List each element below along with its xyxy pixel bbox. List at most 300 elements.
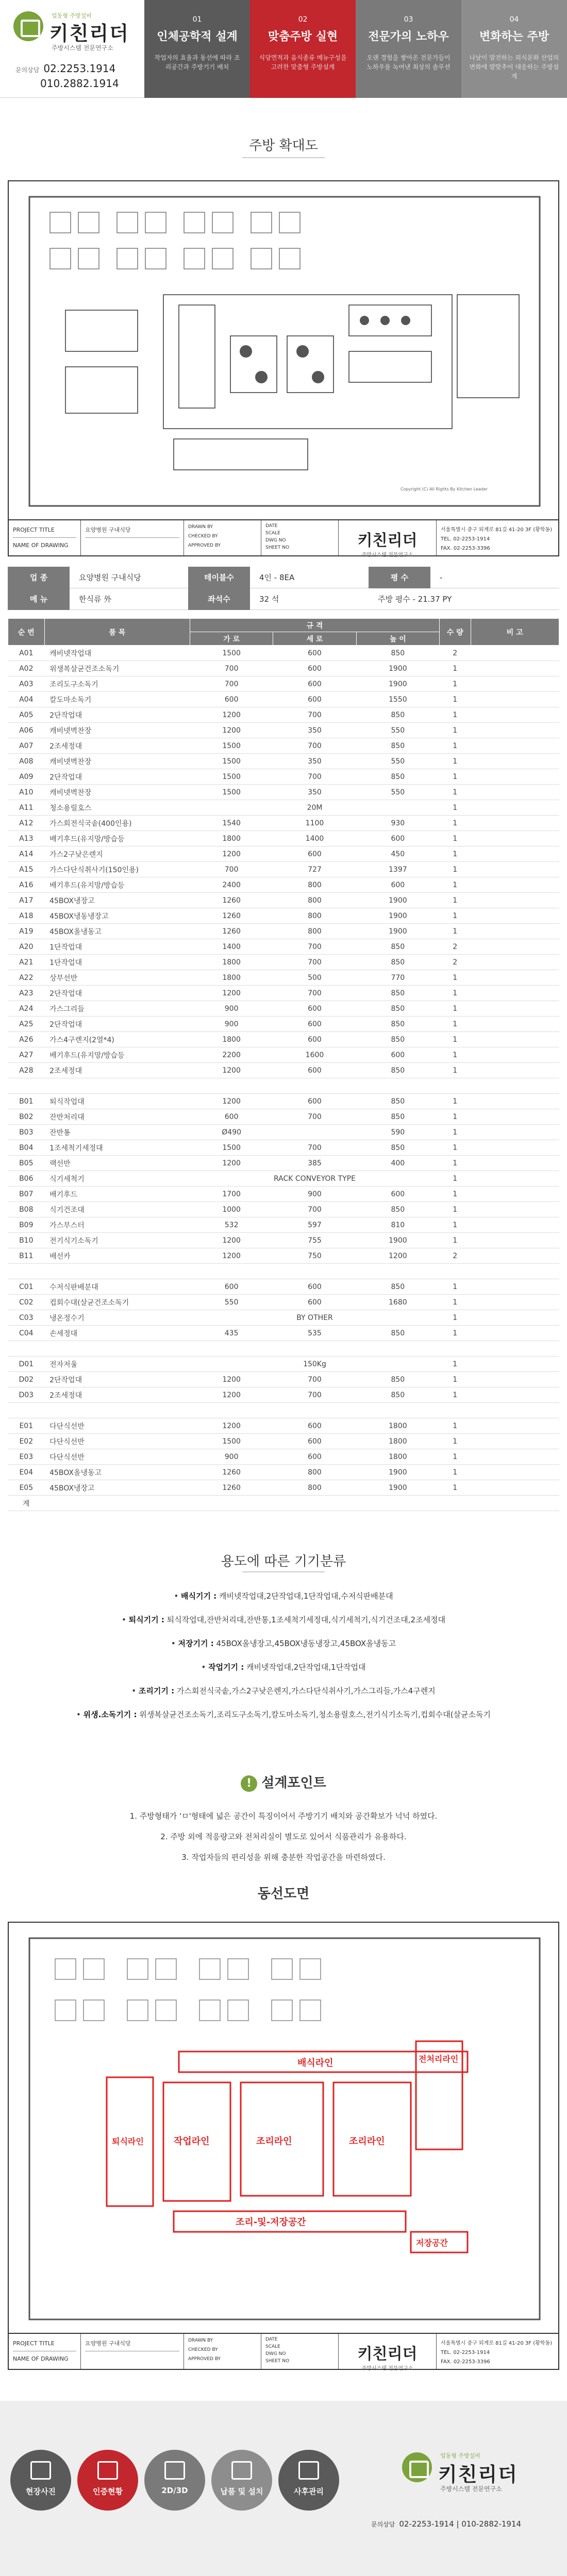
cell-height: 850 xyxy=(356,769,439,785)
cell-width: 1800 xyxy=(190,831,273,846)
cell-qty: 1 xyxy=(440,924,471,939)
cell-no: B05 xyxy=(8,1156,45,1171)
cell-height: 850 xyxy=(356,1140,439,1156)
cell-no: A04 xyxy=(8,692,45,707)
cell-note xyxy=(471,924,559,939)
cell-item: 랙선반 xyxy=(44,1156,190,1171)
footer-link-aftercare[interactable] xyxy=(278,2450,339,2511)
cell-width xyxy=(190,800,273,816)
cell-note xyxy=(471,893,559,908)
cell-width: 1400 xyxy=(190,939,273,955)
cell-height xyxy=(356,1496,439,1511)
cell-note xyxy=(471,769,559,785)
cell-item: 1단작업대 xyxy=(44,955,190,970)
footer-logo-sub: 주방시스템 전문연구소 xyxy=(440,2485,502,2493)
cell-depth: 700 xyxy=(273,738,356,754)
cell-note xyxy=(471,1449,559,1465)
truck-icon xyxy=(231,2461,252,2480)
cell-depth: 350 xyxy=(273,723,356,738)
cell-height: 850 xyxy=(356,939,439,955)
step-4 xyxy=(461,0,567,98)
footer-logo xyxy=(402,2447,567,2509)
step-desc: 오랜 경험을 쌓아온 전문가들이 노하우를 녹여낸 최상의 솔루션 xyxy=(366,54,451,71)
table-row xyxy=(8,1449,559,1465)
cell-depth: 700 xyxy=(273,939,356,955)
step-num: 01 xyxy=(192,15,202,24)
table-row xyxy=(8,924,559,939)
th-no: 순 번 xyxy=(8,619,45,646)
title-block xyxy=(9,519,558,558)
divider xyxy=(242,157,325,158)
footer-link-label: 납품 및 설치 xyxy=(220,2487,263,2496)
kitchen-plan-drawing xyxy=(8,180,559,556)
cell-height: 1900 xyxy=(356,661,439,676)
cell-height: 1900 xyxy=(356,908,439,924)
footer-link-install[interactable] xyxy=(211,2450,272,2511)
cell-note xyxy=(471,785,559,800)
cell-width: 2400 xyxy=(190,877,273,893)
cell-item: 2단작업대 xyxy=(44,986,190,1001)
cell-qty: 1 xyxy=(440,1140,471,1156)
cell-item: 2단작업대 xyxy=(44,707,190,723)
cell-note xyxy=(471,877,559,893)
label-cook-1: 조리라인 xyxy=(256,2136,292,2147)
cell-note xyxy=(471,1434,559,1449)
table-row xyxy=(8,1372,559,1387)
cell-note xyxy=(471,707,559,723)
cell-depth: 597 xyxy=(273,1217,356,1233)
cell-height xyxy=(356,1171,439,1187)
cell-depth: 700 xyxy=(273,955,356,970)
cell-item: 2단작업대 xyxy=(44,769,190,785)
cell-qty: 1 xyxy=(440,1125,471,1140)
table-row xyxy=(8,1233,559,1248)
area-label: 평 수 xyxy=(369,567,430,588)
cell-depth: 600 xyxy=(273,1434,356,1449)
cell-height: 850 xyxy=(356,955,439,970)
cell-width xyxy=(190,1341,273,1357)
tb-drawing-label: NAME OF DRAWING xyxy=(13,542,69,549)
cell-width: 900 xyxy=(190,1449,273,1465)
tb-meta xyxy=(261,2334,339,2369)
classification-text: 캐비넷작업대,2단작업대,1단작업대,수저식판배분대 xyxy=(219,1591,393,1601)
cell-qty: 1 xyxy=(440,785,471,800)
cell-width: 1800 xyxy=(190,970,273,986)
design-points xyxy=(0,1806,567,1868)
tb-sheet: SHEET NO xyxy=(265,545,290,550)
cell-item: 컵회수대(살균건조소독기 xyxy=(44,1295,190,1310)
cell-width: 600 xyxy=(190,692,273,707)
table-row xyxy=(8,1341,559,1357)
footer-link-photos[interactable] xyxy=(10,2450,71,2511)
cell-no: C04 xyxy=(8,1326,45,1341)
cell-no xyxy=(8,1264,45,1279)
menu-value: 한식류 外 xyxy=(79,595,112,604)
cell-height: 550 xyxy=(356,723,439,738)
cell-no: B03 xyxy=(8,1125,45,1140)
table-row xyxy=(8,661,559,676)
section-title-plan: 주방 확대도 xyxy=(249,138,318,154)
cell-note xyxy=(471,1187,559,1202)
cell-note xyxy=(471,1387,559,1403)
table-row xyxy=(8,1171,559,1187)
cell-note xyxy=(471,1310,559,1326)
label-clean: 퇴식라인 xyxy=(112,2137,144,2146)
cell-no: A16 xyxy=(8,877,45,893)
classification-text: 퇴식작업대,잔반처리대,잔반통,1조세척기세정대,식기세척기,식기건조대,2조세정대 xyxy=(166,1615,445,1624)
cell-note xyxy=(471,970,559,986)
classification-label: 위생.소독기기 : xyxy=(83,1710,137,1719)
cell-width xyxy=(190,1078,273,1094)
section-title-flow: 동선도면 xyxy=(257,1886,310,1902)
cell-height: 850 xyxy=(356,1094,439,1109)
classification-list xyxy=(0,1584,567,1726)
cell-width: 1200 xyxy=(190,1156,273,1171)
cell-item: 45BOX냉장고 xyxy=(44,1480,190,1496)
cell-width: 900 xyxy=(190,1001,273,1016)
cell-height xyxy=(356,1403,439,1418)
th-spec: 규 격 xyxy=(190,619,439,632)
table-row xyxy=(8,1032,559,1047)
cell-no: A21 xyxy=(8,955,45,970)
cell-item: 위생복살균건조소독기 xyxy=(44,661,190,676)
cell-depth: 600 xyxy=(273,692,356,707)
cell-item: 45BOX냉동냉장고 xyxy=(44,908,190,924)
classification-text: 가스회전식국솥,가스2구낮은렌지,가스다단식취사기,가스그리들,가스4구렌지 xyxy=(176,1686,436,1696)
cell-no: A10 xyxy=(8,785,45,800)
exclamation-icon: ! xyxy=(241,1775,257,1792)
footer-link-2d3d[interactable] xyxy=(144,2450,205,2511)
cell-height: 850 xyxy=(356,1326,439,1341)
cell-depth: 800 xyxy=(273,893,356,908)
cell-depth: 700 xyxy=(273,707,356,723)
cell-note xyxy=(471,1217,559,1233)
cell-note xyxy=(471,1480,559,1496)
cell-note xyxy=(471,800,559,816)
cell-height: 850 xyxy=(356,738,439,754)
cell-note xyxy=(471,939,559,955)
cell-no: D01 xyxy=(8,1357,45,1372)
cell-height: 600 xyxy=(356,877,439,893)
cell-qty: 1 xyxy=(440,1047,471,1063)
cell-height: 1900 xyxy=(356,1480,439,1496)
cell-no: A07 xyxy=(8,738,45,754)
cell-no: A17 xyxy=(8,893,45,908)
cell-qty: 1 xyxy=(440,816,471,831)
step-title: 변화하는 주방 xyxy=(479,30,549,43)
tb-scale: SCALE xyxy=(265,2344,280,2349)
cell-height: 1680 xyxy=(356,1295,439,1310)
table-row xyxy=(8,1109,559,1125)
cell-width: 435 xyxy=(190,1326,273,1341)
cell-height: 850 xyxy=(356,1387,439,1403)
cell-height: 850 xyxy=(356,986,439,1001)
step-desc: 작업자의 효율과 동선에 따라 조리공간과 주방기기 배치 xyxy=(154,54,240,71)
cell-height xyxy=(356,800,439,816)
section-title-classification: 용도에 따른 기기분류 xyxy=(221,1554,346,1569)
tb-scale: SCALE xyxy=(265,531,280,536)
cell-width: 1200 xyxy=(190,1233,273,1248)
phone-1: 02.2253.1914 xyxy=(43,62,116,75)
seats-value: 32 석 xyxy=(259,595,279,604)
cell-height: 1200 xyxy=(356,1248,439,1264)
cell-qty: 1 xyxy=(440,1434,471,1449)
cell-note xyxy=(471,908,559,924)
classification-label: 퇴식기기 : xyxy=(128,1615,164,1624)
table-row xyxy=(8,1326,559,1341)
cell-width: 1260 xyxy=(190,1480,273,1496)
cell-note xyxy=(471,986,559,1001)
cell-qty: 1 xyxy=(440,1063,471,1078)
cell-item: 전기식기소독기 xyxy=(44,1233,190,1248)
camera-icon xyxy=(30,2461,51,2480)
cell-item: 손세정대 xyxy=(44,1326,190,1341)
cell-width xyxy=(190,1310,273,1326)
table-row xyxy=(8,1264,559,1279)
cell-depth: 800 xyxy=(273,1480,356,1496)
cell-no: A24 xyxy=(8,1001,45,1016)
cell-qty: 1 xyxy=(440,676,471,692)
cell-width: 1500 xyxy=(190,1140,273,1156)
equipment-table xyxy=(8,618,559,1511)
cell-item: 45BOX냉장고 xyxy=(44,893,190,908)
cell-note xyxy=(471,1295,559,1310)
cell-note xyxy=(471,1078,559,1094)
table-row xyxy=(8,1295,559,1310)
table-row xyxy=(8,862,559,877)
cell-no: A13 xyxy=(8,831,45,846)
cell-qty: 1 xyxy=(440,1032,471,1047)
classification-label: 배식기기 : xyxy=(180,1591,217,1601)
th-note: 비 고 xyxy=(471,619,559,646)
table-row xyxy=(8,1125,559,1140)
cell-qty: 1 xyxy=(440,831,471,846)
contact-label: 문의상담 xyxy=(15,66,40,74)
cell-note xyxy=(471,1063,559,1078)
table-row xyxy=(8,939,559,955)
cell-qty: 1 xyxy=(440,1295,471,1310)
tb-drawing-value xyxy=(85,2351,179,2367)
cell-no: B09 xyxy=(8,1217,45,1233)
tb-checked: CHECKED BY xyxy=(188,2347,218,2352)
cell-depth: 600 xyxy=(273,1001,356,1016)
tb-address xyxy=(437,2334,558,2369)
cell-depth: 500 xyxy=(273,970,356,986)
cell-qty: 1 xyxy=(440,986,471,1001)
cell-no: B01 xyxy=(8,1094,45,1109)
table-row xyxy=(8,970,559,986)
table-row xyxy=(8,800,559,816)
cell-height: 590 xyxy=(356,1125,439,1140)
cell-item: 캐비넷벽찬장 xyxy=(44,785,190,800)
cell-depth xyxy=(273,1496,356,1511)
cell-qty: 1 xyxy=(440,908,471,924)
cell-no: 계 xyxy=(8,1496,45,1511)
cell-item: 45BOX올냉동고 xyxy=(44,1465,190,1480)
cell-no: E01 xyxy=(8,1418,45,1434)
cell-item xyxy=(44,1341,190,1357)
step-num: 03 xyxy=(404,15,413,24)
classification-label: 작업기기 : xyxy=(208,1663,244,1672)
cell-height xyxy=(356,1357,439,1372)
cell-height: 550 xyxy=(356,754,439,769)
cell-no: A01 xyxy=(8,646,45,661)
cell-depth: 800 xyxy=(273,924,356,939)
cell-depth xyxy=(273,1264,356,1279)
cell-no: C02 xyxy=(8,1295,45,1310)
cell-item: 식기건조대 xyxy=(44,1202,190,1217)
cell-item: 다단식선반 xyxy=(44,1418,190,1434)
cell-depth: 535 xyxy=(273,1326,356,1341)
cell-depth: RACK CONVEYOR TYPE xyxy=(273,1171,356,1187)
cell-width: 1000 xyxy=(190,1202,273,1217)
footer-link-label: 사후관리 xyxy=(294,2487,324,2496)
cell-height: 850 xyxy=(356,1001,439,1016)
cell-qty: 1 xyxy=(440,1326,471,1341)
cell-no: A19 xyxy=(8,924,45,939)
cell-height: 1800 xyxy=(356,1434,439,1449)
seats-label: 좌석수 xyxy=(188,588,250,610)
cell-note xyxy=(471,1372,559,1387)
cell-depth: 1400 xyxy=(273,831,356,846)
logo-area xyxy=(0,0,144,98)
step-num: 02 xyxy=(298,15,308,24)
tb-fax: FAX. 02-2253-3396 xyxy=(441,2359,490,2365)
cell-no: B10 xyxy=(8,1233,45,1248)
cell-item: 가스4구렌지(2열*4) xyxy=(44,1032,190,1047)
cell-note xyxy=(471,1109,559,1125)
cell-no: A03 xyxy=(8,676,45,692)
cell-no: A27 xyxy=(8,1047,45,1063)
cell-note xyxy=(471,1156,559,1171)
cell-depth: 727 xyxy=(273,862,356,877)
cell-height xyxy=(356,1310,439,1326)
cell-width: 1200 xyxy=(190,707,273,723)
logo-sub: 주방시스템 전문연구소 xyxy=(52,44,113,52)
cell-height xyxy=(356,1341,439,1357)
cell-item: 배기후드(유지망/방습등 xyxy=(44,877,190,893)
cell-qty: 1 xyxy=(440,1016,471,1032)
cell-no: A05 xyxy=(8,707,45,723)
wrench-icon xyxy=(298,2461,319,2480)
tb-labels xyxy=(9,2334,81,2369)
cell-depth: 600 xyxy=(273,1279,356,1295)
cell-width: 1200 xyxy=(190,1063,273,1078)
cell-item: 2조세정대 xyxy=(44,1063,190,1078)
cell-qty: 1 xyxy=(440,1387,471,1403)
cell-depth: 700 xyxy=(273,1202,356,1217)
cell-width: 1500 xyxy=(190,646,273,661)
cell-note xyxy=(471,1248,559,1264)
cell-depth: 600 xyxy=(273,661,356,676)
cell-qty: 1 xyxy=(440,692,471,707)
cell-depth: 700 xyxy=(273,1387,356,1403)
cell-width: 1200 xyxy=(190,986,273,1001)
cell-qty: 1 xyxy=(440,1217,471,1233)
cell-height: 850 xyxy=(356,1372,439,1387)
cell-width xyxy=(190,1171,273,1187)
cell-qty xyxy=(440,1403,471,1418)
cell-qty: 1 xyxy=(440,1279,471,1295)
th-width: 가 로 xyxy=(190,632,273,646)
tb-project-label: PROJECT TITLE xyxy=(13,522,76,538)
table-row xyxy=(8,1217,559,1233)
cell-note xyxy=(471,1032,559,1047)
tb-logo-sub: 주방시스템 전문연구소 xyxy=(361,2366,413,2371)
cell-item: 상부선반 xyxy=(44,970,190,986)
step-2 xyxy=(250,0,356,98)
cell-no: A08 xyxy=(8,754,45,769)
cell-item: 가스다단식취사기(150인용) xyxy=(44,862,190,877)
cell-height: 400 xyxy=(356,1156,439,1171)
design-point: 3. 작업자들의 편리성을 위해 충분한 작업공간을 마련하였다. xyxy=(181,1853,386,1862)
table-row xyxy=(8,785,559,800)
cell-depth: 600 xyxy=(273,676,356,692)
label-prep: 전처리라인 xyxy=(419,2054,459,2064)
cell-width: 1260 xyxy=(190,924,273,939)
cell-item: 1단작업대 xyxy=(44,939,190,955)
cell-qty: 1 xyxy=(440,1310,471,1326)
footer-logo-tag: 업동형 주방설비 xyxy=(440,2452,480,2459)
cell-qty: 2 xyxy=(440,646,471,661)
cell-height: 850 xyxy=(356,1279,439,1295)
table-row xyxy=(8,1140,559,1156)
cell-height: 850 xyxy=(356,707,439,723)
cell-no: A11 xyxy=(8,800,45,816)
design-title xyxy=(0,1772,567,1792)
cell-item xyxy=(44,1403,190,1418)
cell-width xyxy=(190,1264,273,1279)
cell-height: 600 xyxy=(356,1187,439,1202)
cell-width: 1260 xyxy=(190,1465,273,1480)
cell-item: 2단작업대 xyxy=(44,1372,190,1387)
copyright-text: Copyright (C) All Rights By Kitchen Leader xyxy=(401,487,488,492)
cell-depth: 755 xyxy=(273,1233,356,1248)
cell-height: 1900 xyxy=(356,1233,439,1248)
cell-note xyxy=(471,816,559,831)
cell-no: A02 xyxy=(8,661,45,676)
cell-no: C01 xyxy=(8,1279,45,1295)
tb-drawn: DRAWN BY xyxy=(188,524,213,530)
cell-height xyxy=(356,1078,439,1094)
cell-width: 1500 xyxy=(190,785,273,800)
cell-item: 1조세척기세정대 xyxy=(44,1140,190,1156)
tb-date: DATE xyxy=(265,2337,278,2342)
tb-project-value: 요양병원 구내식당 xyxy=(85,522,179,538)
table-row xyxy=(8,1156,559,1171)
classification-label: 저장기기 : xyxy=(178,1639,214,1648)
table-row xyxy=(8,1310,559,1326)
step-title: 전문가의 노하우 xyxy=(368,30,449,43)
cell-depth: 800 xyxy=(273,908,356,924)
cell-no: C03 xyxy=(8,1310,45,1326)
cell-note xyxy=(471,1016,559,1032)
tb-checked: CHECKED BY xyxy=(188,534,218,539)
cell-note xyxy=(471,692,559,707)
table-row xyxy=(8,692,559,707)
cell-qty: 2 xyxy=(440,1248,471,1264)
footer-link-certs[interactable] xyxy=(77,2450,138,2511)
cell-depth xyxy=(273,1078,356,1094)
logo-icon xyxy=(402,2452,432,2482)
cell-note xyxy=(471,1279,559,1295)
cell-depth: 600 xyxy=(273,1063,356,1078)
tb-fax: FAX. 02-2253-3396 xyxy=(441,546,490,551)
tb-dwg: DWG NO xyxy=(265,538,286,543)
cell-width: 1200 xyxy=(190,1372,273,1387)
table-row xyxy=(8,1496,559,1511)
cell-qty: 1 xyxy=(440,754,471,769)
